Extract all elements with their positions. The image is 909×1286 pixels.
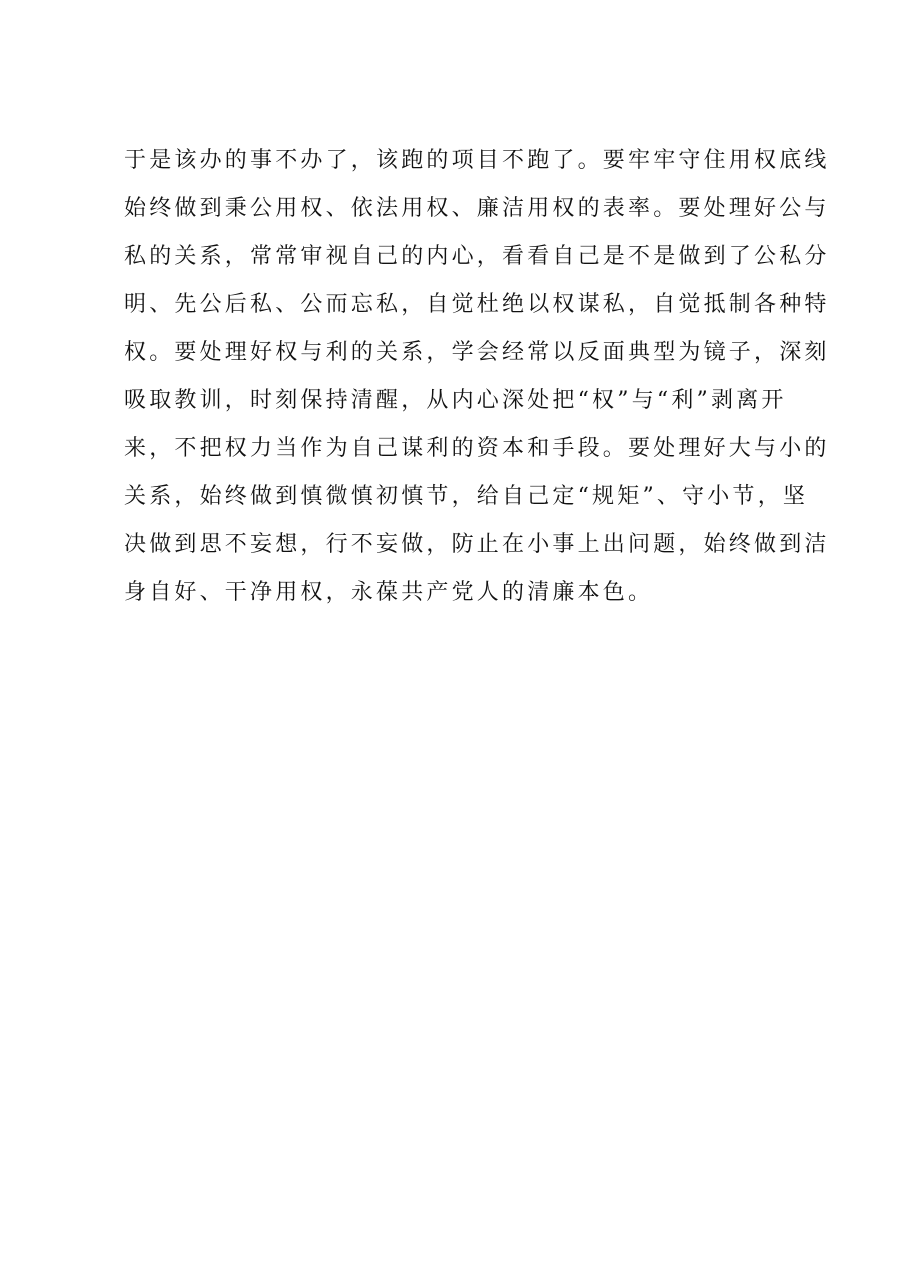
text-line: 权。要处理好权与利的关系，学会经常以反面典型为镜子，深刻	[124, 340, 830, 365]
text-line: 关系，始终做到慎微慎初慎节，给自己定“规矩”、守小节，坚	[124, 484, 809, 509]
text-line: 身自好、干净用权，永葆共产党人的清廉本色。	[124, 580, 654, 605]
text-line: 来，不把权力当作为自己谋利的资本和手段。要处理好大与小的	[124, 436, 830, 461]
body-paragraph	[124, 137, 830, 617]
text-line: 始终做到秉公用权、依法用权、廉洁用权的表率。要处理好公与	[124, 196, 830, 221]
text-line: 明、先公后私、公而忘私，自觉杜绝以权谋私，自觉抵制各种特	[124, 292, 830, 317]
text-line: 吸取教训，时刻保持清醒，从内心深处把“权”与“利”剥离开	[124, 388, 787, 413]
text-line: 私的关系，常常审视自己的内心，看看自己是不是做到了公私分	[124, 244, 830, 269]
text-line: 于是该办的事不办了，该跑的项目不跑了。要牢牢守住用权底线	[124, 148, 830, 173]
text-line: 决做到思不妄想，行不妄做，防止在小事上出问题，始终做到洁	[124, 532, 830, 557]
